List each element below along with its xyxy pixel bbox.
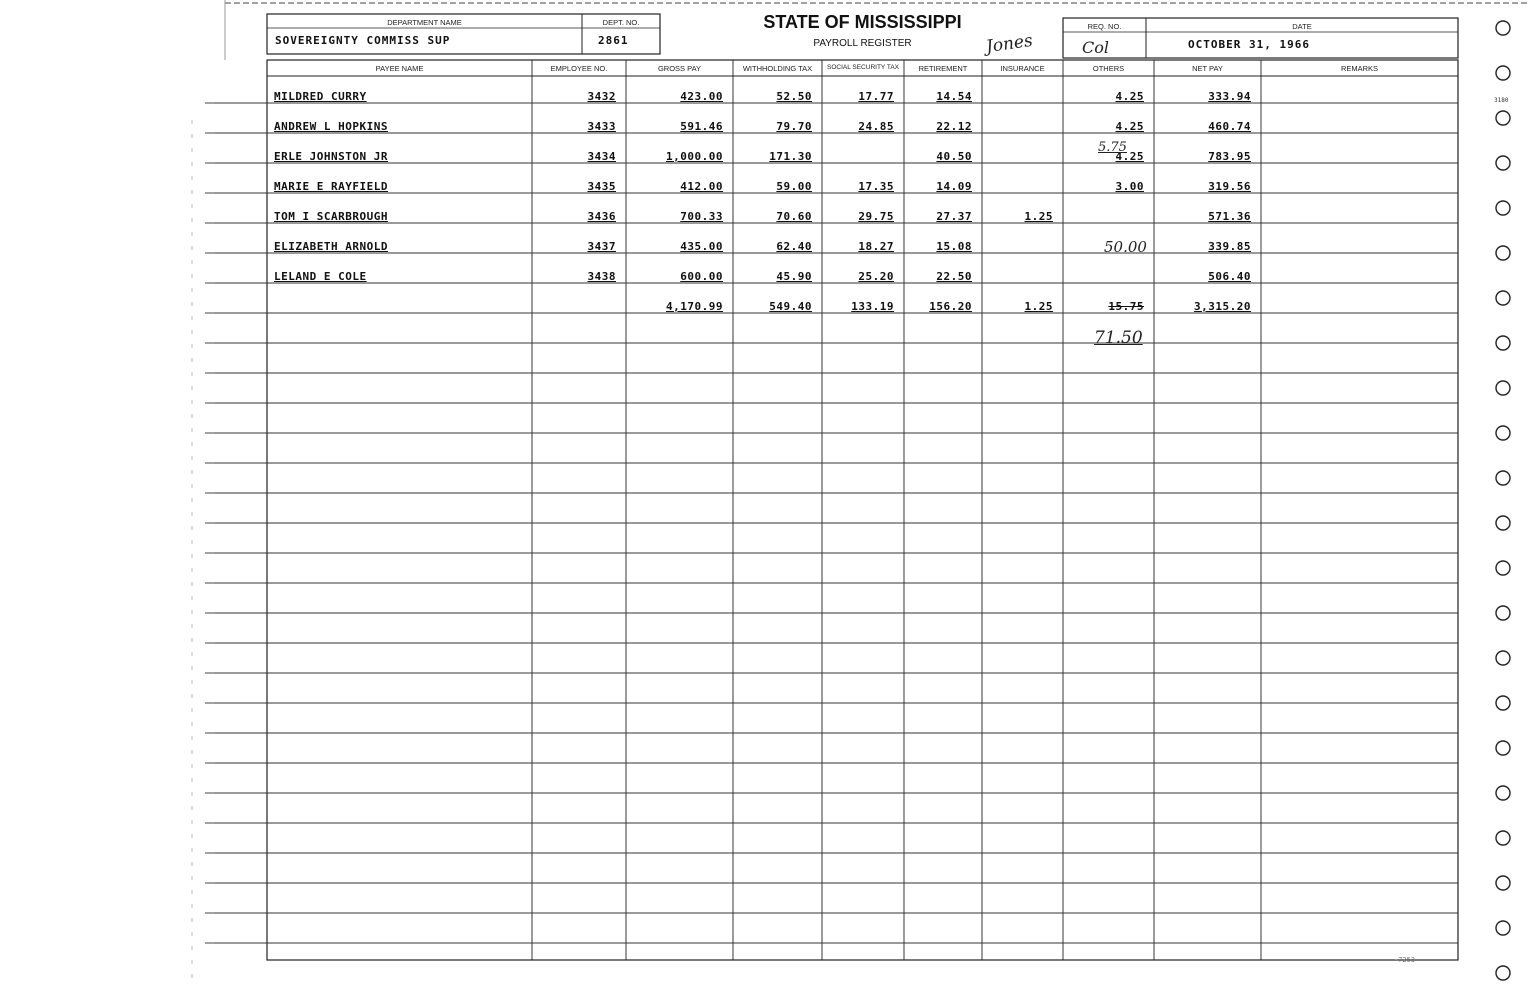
cell-social-security: 18.27 [858, 240, 894, 253]
cell-payee: MARIE E RAYFIELD [274, 180, 388, 193]
column-header: OTHERS [1092, 64, 1125, 73]
dept-no-value: 2861 [598, 34, 629, 47]
cell-insurance: 1.25 [1024, 210, 1053, 223]
margin-code-top: 3180 [1494, 97, 1509, 104]
total-social-security: 133.19 [851, 300, 894, 313]
tractor-hole [1496, 561, 1510, 575]
cell-withholding: 45.90 [776, 270, 812, 283]
column-header: REMARKS [1340, 64, 1379, 73]
cell-payee: ELIZABETH ARNOLD [274, 240, 388, 253]
cell-payee: LELAND E COLE [274, 270, 367, 283]
cell-emp-no: 3433 [587, 120, 616, 133]
tractor-hole [1496, 921, 1510, 935]
tractor-hole [1496, 156, 1510, 170]
cell-withholding: 59.00 [776, 180, 812, 193]
handwritten-row3-others: 5.75 [1098, 140, 1127, 155]
tractor-hole [1496, 471, 1510, 485]
cell-others: 3.00 [1115, 180, 1144, 193]
column-header: PAYEE NAME [375, 64, 424, 73]
cell-withholding: 79.70 [776, 120, 812, 133]
column-header: INSURANCE [1000, 64, 1045, 73]
column-header: RETIREMENT [918, 64, 968, 73]
tractor-hole [1496, 381, 1510, 395]
cell-gross: 591.46 [680, 120, 723, 133]
cell-social-security: 17.35 [858, 180, 894, 193]
cell-gross: 700.33 [680, 210, 723, 223]
department-name-value: SOVEREIGNTY COMMISS SUP [275, 34, 451, 47]
req-no-label: REQ. NO. [1087, 22, 1122, 31]
cell-net: 506.40 [1208, 270, 1251, 283]
tractor-hole [1496, 291, 1510, 305]
tractor-hole [1496, 606, 1510, 620]
total-withholding: 549.40 [769, 300, 812, 313]
date-label: DATE [1292, 22, 1312, 31]
tractor-hole [1496, 786, 1510, 800]
cell-social-security: 24.85 [858, 120, 894, 133]
cell-retirement: 40.50 [936, 150, 972, 163]
handwritten-req-no: Col [1082, 38, 1109, 57]
cell-social-security: 29.75 [858, 210, 894, 223]
cell-emp-no: 3432 [587, 90, 616, 103]
cell-others: 4.25 [1115, 90, 1144, 103]
tractor-hole [1496, 696, 1510, 710]
column-header: NET PAY [1192, 64, 1223, 73]
tractor-hole [1496, 66, 1510, 80]
cell-net: 783.95 [1208, 150, 1251, 163]
tractor-hole [1496, 741, 1510, 755]
cell-retirement: 14.09 [936, 180, 972, 193]
department-name-label: DEPARTMENT NAME [387, 18, 462, 27]
cell-social-security: 17.77 [858, 90, 894, 103]
cell-retirement: 22.50 [936, 270, 972, 283]
column-header: SOCIAL SECURITY TAX [826, 64, 899, 71]
column-header: EMPLOYEE NO. [550, 64, 608, 73]
margin-code-bottom: -7253 [1394, 956, 1416, 964]
cell-others: 4.25 [1115, 120, 1144, 133]
tractor-hole [1496, 21, 1510, 35]
cell-gross: 423.00 [680, 90, 723, 103]
cell-retirement: 27.37 [936, 210, 972, 223]
cell-payee: MILDRED CURRY [274, 90, 367, 103]
cell-net: 571.36 [1208, 210, 1251, 223]
cell-gross: 1,000.00 [666, 150, 723, 163]
tractor-hole [1496, 876, 1510, 890]
cell-withholding: 171.30 [769, 150, 812, 163]
cell-emp-no: 3434 [587, 150, 616, 163]
tractor-hole [1496, 651, 1510, 665]
tractor-hole [1496, 111, 1510, 125]
cell-others: 4.25 [1115, 150, 1144, 163]
total-net: 3,315.20 [1194, 300, 1251, 313]
tractor-hole [1496, 426, 1510, 440]
cell-withholding: 52.50 [776, 90, 812, 103]
column-header: GROSS PAY [657, 64, 702, 73]
cell-payee: TOM I SCARBROUGH [274, 210, 388, 223]
cell-net: 460.74 [1208, 120, 1251, 133]
form-subtitle: PAYROLL REGISTER [813, 38, 912, 49]
tractor-hole [1496, 831, 1510, 845]
cell-gross: 435.00 [680, 240, 723, 253]
cell-emp-no: 3435 [587, 180, 616, 193]
form-title: STATE OF MISSISSIPPI [763, 12, 962, 32]
cell-payee: ERLE JOHNSTON JR [274, 150, 388, 163]
cell-retirement: 22.12 [936, 120, 972, 133]
tractor-hole [1496, 516, 1510, 530]
date-value: OCTOBER 31, 1966 [1188, 38, 1310, 51]
handwritten-row6-others: 50.00 [1104, 238, 1147, 256]
total-gross: 4,170.99 [666, 300, 723, 313]
total-retirement: 156.20 [929, 300, 972, 313]
total-insurance: 1.25 [1024, 300, 1053, 313]
total-others: 15.75 [1108, 300, 1144, 313]
cell-retirement: 14.54 [936, 90, 972, 103]
cell-retirement: 15.08 [936, 240, 972, 253]
cell-emp-no: 3437 [587, 240, 616, 253]
cell-emp-no: 3436 [587, 210, 616, 223]
cell-social-security: 25.20 [858, 270, 894, 283]
cell-withholding: 62.40 [776, 240, 812, 253]
tractor-hole [1496, 201, 1510, 215]
cell-net: 333.94 [1208, 90, 1251, 103]
handwritten-annotation: Jones [984, 30, 1034, 58]
dept-no-label: DEPT. NO. [602, 18, 640, 27]
cell-gross: 600.00 [680, 270, 723, 283]
cell-payee: ANDREW L HOPKINS [274, 120, 388, 133]
handwritten-others-total: 71.50 [1094, 328, 1143, 348]
tractor-hole [1496, 966, 1510, 980]
tractor-hole [1496, 336, 1510, 350]
column-header: WITHHOLDING TAX [742, 64, 813, 73]
cell-withholding: 70.60 [776, 210, 812, 223]
tractor-hole [1496, 246, 1510, 260]
cell-emp-no: 3438 [587, 270, 616, 283]
cell-net: 339.85 [1208, 240, 1251, 253]
cell-net: 319.56 [1208, 180, 1251, 193]
cell-gross: 412.00 [680, 180, 723, 193]
